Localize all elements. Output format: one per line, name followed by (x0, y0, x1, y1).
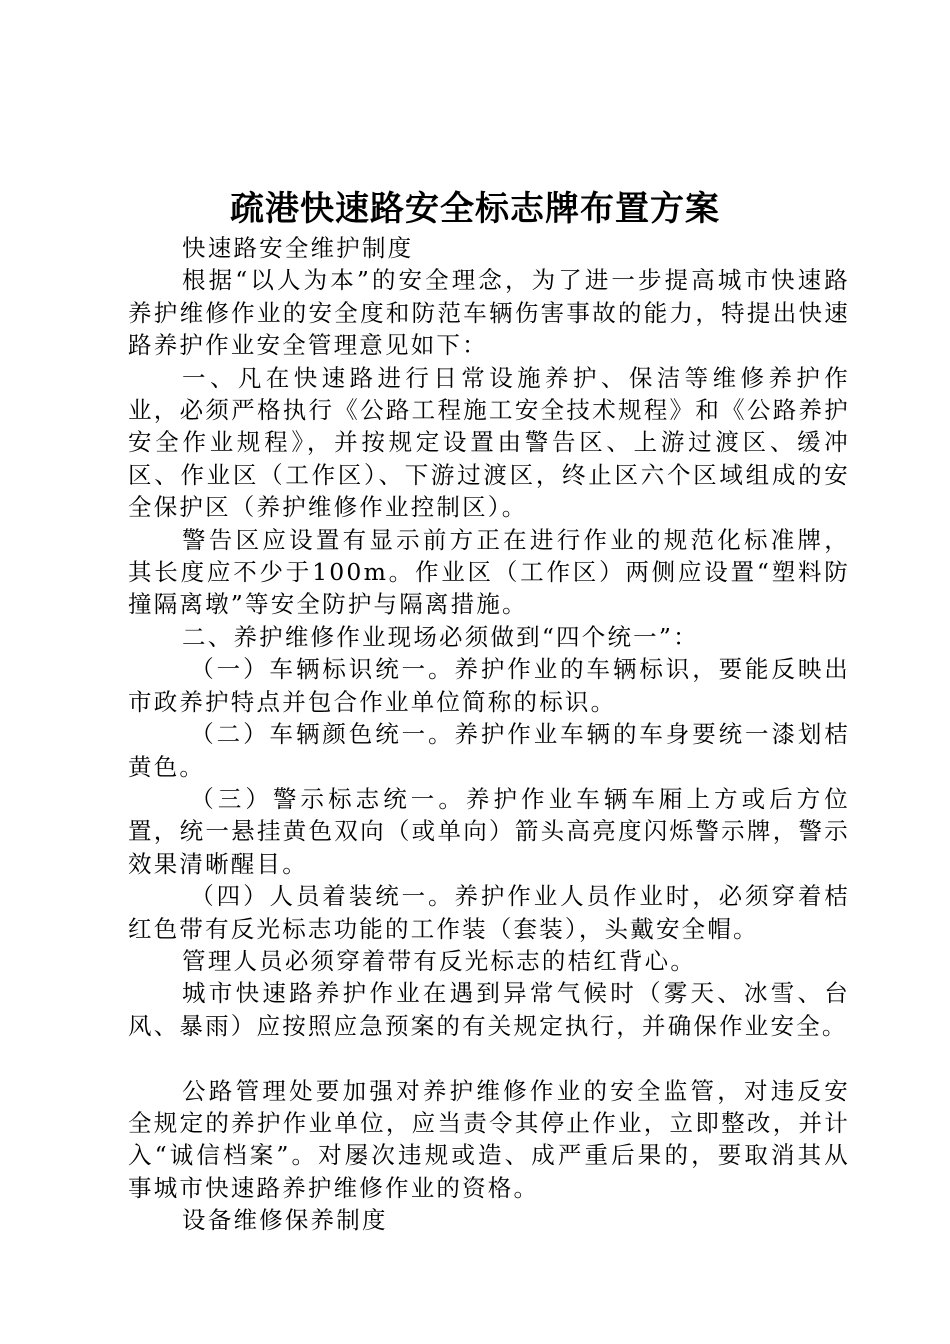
paragraph-warning-zone: 警告区应设置有显示前方正在进行作业的规范化标准牌，其长度应不少于100m。作业区（工作区）两侧应设置“塑料防撞隔离墩”等安全防护与隔离措施。 (128, 525, 850, 619)
document-body (128, 232, 850, 1237)
paragraph-weather: 城市快速路养护作业在遇到异常气候时（雾天、冰雪、台风、暴雨）应按照应急预案的有关规定执行，并确保作业安全。 (128, 979, 850, 1040)
paragraph-supervision: 公路管理处要加强对养护维修作业的安全监管，对违反安全规定的养护作业单位，应当责令其停止作业，立即整改，并计入“诚信档案”。对屡次违规或造、成严重后果的，要取消其从事城市快速路养护维修作业的资格。 (128, 1076, 850, 1202)
paragraph-subitem-1: （一）车辆标识统一。养护作业的车辆标识，要能反映出市政养护特点并包合作业单位简称的标识。 (128, 655, 850, 716)
paragraph-subitem-2: （二）车辆颜色统一。养护作业车辆的车身要统一漆划桔黄色。 (128, 720, 850, 781)
paragraph-managers: 管理人员必须穿着带有反光标志的桔红背心。 (182, 946, 697, 975)
paragraph-subitem-3: （三）警示标志统一。养护作业车辆车厢上方或后方位置，统一悬挂黄色双向（或单向）箭头高亮度闪烁警示牌，警示效果清晰醒目。 (128, 784, 850, 878)
document-title: 疏港快速路安全标志牌布置方案 (230, 189, 720, 229)
paragraph-item-1: 一、凡在快速路进行日常设施养护、保洁等维修养护作业，必须严格执行《公路工程施工安全技术规程》和《公路养护安全作业规程》，并按规定设置由警告区、上游过渡区、缓冲区、作业区（工作区）、下游过渡区，终止区六个区域组成的安全保护区（养护维修作业控制区）。 (128, 363, 850, 522)
paragraph-intro: 根据“以人为本”的安全理念，为了进一步提高城市快速路养护维修作业的安全度和防范车辆伤害事故的能力，特提出快速路养护作业安全管理意见如下： (128, 266, 850, 360)
paragraph-item-2: 二、养护维修作业现场必须做到“四个统一”： (182, 622, 699, 651)
section-heading-equipment: 设备维修保养制度 (182, 1206, 388, 1235)
paragraph-spacer (128, 1042, 850, 1074)
paragraph-subitem-4: （四）人员着装统一。养护作业人员作业时，必须穿着桔红色带有反光标志功能的工作装（套装），头戴安全帽。 (128, 882, 850, 943)
section-heading-safety-maintenance: 快速路安全维护制度 (182, 234, 414, 262)
